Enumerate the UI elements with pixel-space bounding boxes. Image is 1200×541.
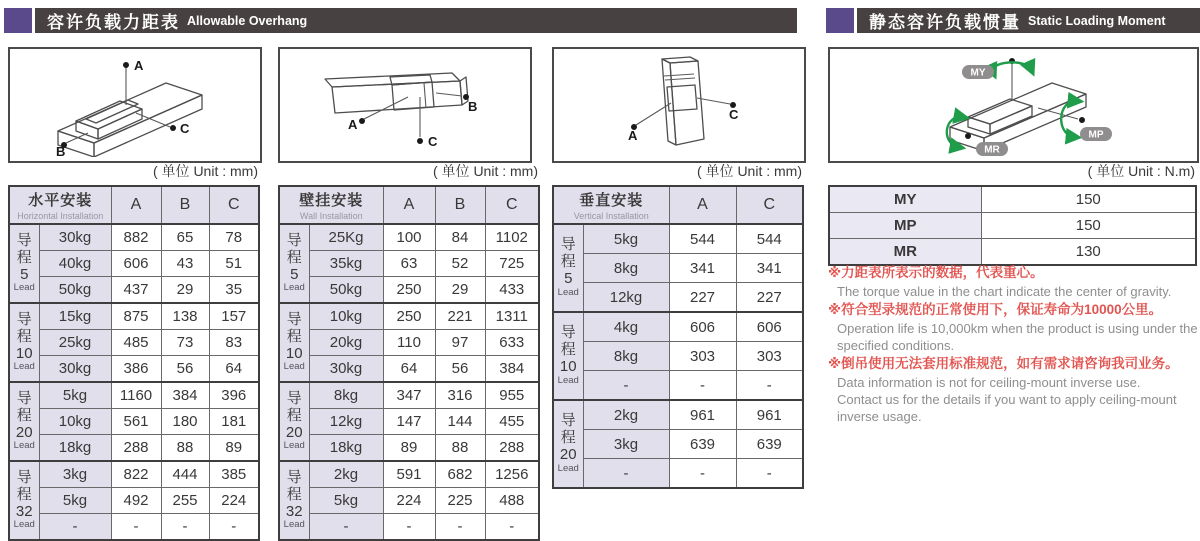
load-cell: 2kg bbox=[309, 461, 383, 488]
table-row bbox=[279, 277, 539, 304]
lead-line: 10 bbox=[15, 344, 33, 362]
lead-line: 20 bbox=[559, 446, 577, 464]
value-cell: 961 bbox=[736, 400, 803, 430]
value-cell: 84 bbox=[435, 224, 485, 251]
value-cell: 682 bbox=[435, 461, 485, 488]
moment-axes-drawing bbox=[830, 49, 1193, 157]
load-cell: 25Kg bbox=[309, 224, 383, 251]
note-en: Contact us for the details if you want to apply ceiling-mount inverse usage. bbox=[837, 392, 1177, 425]
value-cell: 65 bbox=[161, 224, 209, 251]
footnotes bbox=[828, 263, 1200, 426]
value-cell: 386 bbox=[111, 356, 161, 383]
point-c-dot bbox=[170, 125, 176, 131]
value-cell: 492 bbox=[111, 488, 161, 514]
table-row bbox=[279, 251, 539, 277]
table-row bbox=[9, 461, 259, 488]
lead-line: 导 bbox=[286, 231, 302, 249]
lead-line: 20 bbox=[285, 423, 303, 441]
installation-title-zh: 垂直安装 bbox=[579, 192, 644, 209]
table-row bbox=[553, 430, 803, 459]
value-cell: 225 bbox=[435, 488, 485, 514]
lead-en-label: Lead bbox=[283, 282, 305, 294]
note-zh: ※力距表所表示的数据，代表重心。 bbox=[828, 265, 1044, 280]
lead-line: 导 bbox=[16, 310, 32, 328]
value-cell: 56 bbox=[161, 356, 209, 383]
value-cell: - bbox=[669, 459, 736, 489]
load-cell: 5kg bbox=[583, 224, 669, 254]
value-cell: 437 bbox=[111, 277, 161, 304]
load-cell: 35kg bbox=[309, 251, 383, 277]
value-cell: 882 bbox=[111, 224, 161, 251]
value-cell: 43 bbox=[161, 251, 209, 277]
value-cell: 606 bbox=[736, 312, 803, 342]
table-row bbox=[9, 435, 259, 462]
value-cell: 138 bbox=[161, 303, 209, 330]
column-header-a: A bbox=[669, 186, 736, 224]
point-b-label: B bbox=[468, 99, 478, 114]
overhang-title-en: Allowable Overhang bbox=[187, 13, 308, 28]
note-zh: ※倒吊使用无法套用标准规范，如有需求请咨询我司业务。 bbox=[828, 356, 1179, 372]
lead-en-label: Lead bbox=[13, 282, 35, 294]
column-header-c: C bbox=[736, 186, 803, 224]
wall-installation-table bbox=[278, 185, 540, 541]
lead-line: 20 bbox=[15, 423, 33, 441]
lead-line: 程 bbox=[16, 327, 32, 345]
value-cell: - bbox=[669, 371, 736, 401]
value-cell: 288 bbox=[485, 435, 539, 462]
value-cell: 147 bbox=[383, 409, 435, 435]
installation-title-zh: 壁挂安装 bbox=[299, 192, 364, 209]
value-cell: 955 bbox=[485, 382, 539, 409]
value-cell: 316 bbox=[435, 382, 485, 409]
overhang-title-zh: 容许负载力距表 bbox=[47, 13, 180, 32]
moment-value: 150 bbox=[981, 213, 1196, 239]
lead-line: 程 bbox=[286, 485, 302, 503]
lead-line: 导 bbox=[286, 468, 302, 486]
lead-en-label: Lead bbox=[557, 374, 579, 386]
load-cell: 5kg bbox=[309, 488, 383, 514]
lead-line: 导 bbox=[560, 236, 576, 254]
static-moment-table bbox=[828, 185, 1197, 266]
point-a-label: A bbox=[628, 128, 638, 143]
actuator-vertical-drawing bbox=[554, 49, 800, 157]
lead-en-label: Lead bbox=[13, 361, 35, 373]
static-moment-diagram bbox=[828, 47, 1199, 163]
column-header-b: B bbox=[161, 186, 209, 224]
value-cell: 35 bbox=[209, 277, 259, 304]
lead-en-label: Lead bbox=[283, 519, 305, 531]
lead-line: 程 bbox=[16, 485, 32, 503]
lead-group-cell bbox=[279, 303, 309, 382]
value-cell: - bbox=[111, 514, 161, 541]
moment-row bbox=[829, 213, 1196, 239]
value-cell: 221 bbox=[435, 303, 485, 330]
lead-line: 10 bbox=[559, 358, 577, 376]
installation-title-en: Horizontal Installation bbox=[17, 211, 104, 221]
lead-group-cell bbox=[9, 461, 39, 540]
lead-en-label: Lead bbox=[13, 519, 35, 531]
installation-title-en: Vertical Installation bbox=[573, 211, 649, 221]
lead-line: 程 bbox=[560, 341, 576, 359]
value-cell: 89 bbox=[209, 435, 259, 462]
load-cell: 18kg bbox=[309, 435, 383, 462]
value-cell: 433 bbox=[485, 277, 539, 304]
horizontal-installation-table bbox=[8, 185, 260, 541]
load-cell: 5kg bbox=[39, 382, 111, 409]
value-cell: 78 bbox=[209, 224, 259, 251]
my-badge-label: MY bbox=[970, 67, 986, 79]
table-row bbox=[279, 224, 539, 251]
value-cell: 1256 bbox=[485, 461, 539, 488]
value-cell: 144 bbox=[435, 409, 485, 435]
lead-line: 32 bbox=[285, 502, 303, 520]
vertical-installation-diagram bbox=[552, 47, 806, 163]
value-cell: 250 bbox=[383, 303, 435, 330]
value-cell: 341 bbox=[669, 254, 736, 283]
point-b-label: B bbox=[56, 144, 66, 157]
unit-label-mm: ( 单位 Unit : mm) bbox=[153, 163, 258, 179]
value-cell: 224 bbox=[209, 488, 259, 514]
column-header-a: A bbox=[383, 186, 435, 224]
value-cell: 639 bbox=[736, 430, 803, 459]
note-en: The torque value in the chart indicate the center of gravity. bbox=[837, 283, 1172, 299]
column-header-c: C bbox=[209, 186, 259, 224]
value-cell: 97 bbox=[435, 330, 485, 356]
lead-line: 5 bbox=[564, 270, 573, 288]
lead-en-label: Lead bbox=[557, 462, 579, 474]
lead-group-cell bbox=[9, 303, 39, 382]
moment-title-zh: 静态容许负载惯量 bbox=[869, 13, 1021, 32]
installation-header bbox=[9, 186, 111, 224]
value-cell: - bbox=[736, 459, 803, 489]
load-cell: 10kg bbox=[309, 303, 383, 330]
lead-line: 10 bbox=[285, 344, 303, 362]
lead-line: 程 bbox=[16, 406, 32, 424]
value-cell: 444 bbox=[161, 461, 209, 488]
lead-line: 导 bbox=[16, 468, 32, 486]
load-cell: 12kg bbox=[583, 283, 669, 313]
value-cell: 606 bbox=[111, 251, 161, 277]
lead-en-label: Lead bbox=[283, 440, 305, 452]
value-cell: 73 bbox=[161, 330, 209, 356]
moment-row bbox=[829, 239, 1196, 266]
moment-title-en: Static Loading Moment bbox=[1028, 13, 1166, 28]
value-cell: 224 bbox=[383, 488, 435, 514]
value-cell: 88 bbox=[435, 435, 485, 462]
lead-en-label: Lead bbox=[13, 440, 35, 452]
value-cell: 157 bbox=[209, 303, 259, 330]
value-cell: 110 bbox=[383, 330, 435, 356]
value-cell: - bbox=[161, 514, 209, 541]
lead-line: 导 bbox=[286, 389, 302, 407]
table-row bbox=[553, 459, 803, 489]
unit-label-mm: ( 单位 Unit : mm) bbox=[433, 163, 538, 179]
load-cell: 8kg bbox=[583, 342, 669, 371]
load-cell: 30kg bbox=[309, 356, 383, 383]
lead-line: 32 bbox=[15, 502, 33, 520]
mp-rotation-arrow bbox=[1061, 101, 1076, 137]
point-c-label: C bbox=[729, 107, 739, 122]
moment-label: MP bbox=[829, 213, 981, 239]
point-c-label: C bbox=[180, 121, 190, 136]
note-en: Operation life is 10,000km when the product is using under the specified conditions. bbox=[837, 320, 1198, 354]
value-cell: 385 bbox=[209, 461, 259, 488]
lead-line: 导 bbox=[16, 231, 32, 249]
point-a-dot bbox=[359, 118, 365, 124]
value-cell: 64 bbox=[383, 356, 435, 383]
table-row bbox=[9, 514, 259, 541]
load-cell: 18kg bbox=[39, 435, 111, 462]
load-cell: 40kg bbox=[39, 251, 111, 277]
lead-line: 5 bbox=[290, 265, 299, 283]
table-row bbox=[553, 400, 803, 430]
value-cell: 384 bbox=[161, 382, 209, 409]
value-cell: 1160 bbox=[111, 382, 161, 409]
value-cell: 1102 bbox=[485, 224, 539, 251]
table-row bbox=[9, 251, 259, 277]
value-cell: 51 bbox=[209, 251, 259, 277]
moment-value: 150 bbox=[981, 186, 1196, 213]
value-cell: 29 bbox=[435, 277, 485, 304]
value-cell: 56 bbox=[435, 356, 485, 383]
vertical-installation-table bbox=[552, 185, 804, 489]
value-cell: 255 bbox=[161, 488, 209, 514]
lead-line: 导 bbox=[16, 389, 32, 407]
column-header-a: A bbox=[111, 186, 161, 224]
lead-line: 导 bbox=[560, 412, 576, 430]
value-cell: 488 bbox=[485, 488, 539, 514]
load-cell: - bbox=[39, 514, 111, 541]
value-cell: - bbox=[736, 371, 803, 401]
value-cell: 288 bbox=[111, 435, 161, 462]
load-cell: 12kg bbox=[309, 409, 383, 435]
value-cell: 341 bbox=[736, 254, 803, 283]
table-row bbox=[553, 224, 803, 254]
load-cell: 15kg bbox=[39, 303, 111, 330]
load-cell: 5kg bbox=[39, 488, 111, 514]
load-cell: 20kg bbox=[309, 330, 383, 356]
lead-line: 程 bbox=[16, 248, 32, 266]
table-row bbox=[553, 342, 803, 371]
table-row bbox=[9, 409, 259, 435]
table-row bbox=[9, 382, 259, 409]
actuator-side-drawing bbox=[280, 49, 526, 157]
table-row bbox=[553, 371, 803, 401]
value-cell: 561 bbox=[111, 409, 161, 435]
note-en: Data information is not for ceiling-mount inverse use. bbox=[837, 375, 1141, 391]
table-row bbox=[9, 330, 259, 356]
value-cell: 961 bbox=[669, 400, 736, 430]
value-cell: 396 bbox=[209, 382, 259, 409]
lead-line: 程 bbox=[286, 248, 302, 266]
moment-label: MR bbox=[829, 239, 981, 266]
point-a-dot bbox=[123, 62, 129, 68]
load-cell: 2kg bbox=[583, 400, 669, 430]
table-row bbox=[279, 435, 539, 462]
lead-en-label: Lead bbox=[283, 361, 305, 373]
value-cell: 822 bbox=[111, 461, 161, 488]
installation-title-en: Wall Installation bbox=[299, 211, 363, 221]
value-cell: 633 bbox=[485, 330, 539, 356]
lead-line: 导 bbox=[286, 310, 302, 328]
load-cell: 25kg bbox=[39, 330, 111, 356]
load-cell: 30kg bbox=[39, 356, 111, 383]
value-cell: 384 bbox=[485, 356, 539, 383]
point-c-dot bbox=[417, 138, 423, 144]
point-c-label: C bbox=[428, 134, 438, 149]
lead-line: 程 bbox=[560, 253, 576, 271]
installation-header bbox=[553, 186, 669, 224]
load-cell: 50kg bbox=[309, 277, 383, 304]
value-cell: 227 bbox=[736, 283, 803, 313]
column-header-b: B bbox=[435, 186, 485, 224]
header-row bbox=[279, 186, 539, 224]
value-cell: 455 bbox=[485, 409, 539, 435]
value-cell: 63 bbox=[383, 251, 435, 277]
value-cell: 639 bbox=[669, 430, 736, 459]
value-cell: 100 bbox=[383, 224, 435, 251]
horizontal-installation-diagram bbox=[8, 47, 262, 163]
value-cell: 250 bbox=[383, 277, 435, 304]
moment-row bbox=[829, 186, 1196, 213]
mp-badge-label: MP bbox=[1088, 129, 1104, 141]
lead-group-cell bbox=[279, 224, 309, 303]
lead-group-cell bbox=[279, 382, 309, 461]
table-row bbox=[9, 356, 259, 383]
load-cell: 4kg bbox=[583, 312, 669, 342]
table-row bbox=[9, 224, 259, 251]
load-cell: 30kg bbox=[39, 224, 111, 251]
load-cell: 8kg bbox=[309, 382, 383, 409]
header-row bbox=[9, 186, 259, 224]
table-row bbox=[9, 303, 259, 330]
value-cell: 347 bbox=[383, 382, 435, 409]
overhang-section-title-bar bbox=[4, 8, 797, 33]
load-cell: - bbox=[309, 514, 383, 541]
lead-en-label: Lead bbox=[557, 286, 579, 298]
moment-label: MY bbox=[829, 186, 981, 213]
purple-accent-chip bbox=[826, 8, 857, 33]
wall-installation-diagram bbox=[278, 47, 532, 163]
load-cell: - bbox=[583, 459, 669, 489]
table-row bbox=[279, 382, 539, 409]
table-row bbox=[279, 514, 539, 541]
value-cell: - bbox=[209, 514, 259, 541]
value-cell: - bbox=[383, 514, 435, 541]
purple-accent-chip bbox=[4, 8, 35, 33]
load-cell: 3kg bbox=[39, 461, 111, 488]
lead-line: 程 bbox=[286, 406, 302, 424]
value-cell: - bbox=[435, 514, 485, 541]
lead-line: 程 bbox=[560, 429, 576, 447]
table-row bbox=[9, 277, 259, 304]
table-row bbox=[279, 303, 539, 330]
value-cell: 591 bbox=[383, 461, 435, 488]
value-cell: 83 bbox=[209, 330, 259, 356]
value-cell: 303 bbox=[669, 342, 736, 371]
lead-group-cell bbox=[279, 461, 309, 540]
table-row bbox=[279, 356, 539, 383]
lead-group-cell bbox=[9, 224, 39, 303]
lead-group-cell bbox=[553, 224, 583, 312]
installation-header bbox=[279, 186, 383, 224]
point-a-label: A bbox=[348, 117, 358, 132]
value-cell: 485 bbox=[111, 330, 161, 356]
load-cell: 10kg bbox=[39, 409, 111, 435]
mr-axis-dot bbox=[965, 133, 971, 139]
value-cell: 88 bbox=[161, 435, 209, 462]
value-cell: 544 bbox=[669, 224, 736, 254]
column-header-c: C bbox=[485, 186, 539, 224]
unit-label-nm: ( 单位 Unit : N.m) bbox=[1087, 163, 1195, 179]
value-cell: 875 bbox=[111, 303, 161, 330]
lead-line: 程 bbox=[286, 327, 302, 345]
value-cell: 1311 bbox=[485, 303, 539, 330]
table-row bbox=[553, 283, 803, 313]
load-cell: 3kg bbox=[583, 430, 669, 459]
load-cell: 8kg bbox=[583, 254, 669, 283]
table-row bbox=[279, 488, 539, 514]
value-cell: 52 bbox=[435, 251, 485, 277]
value-cell: - bbox=[485, 514, 539, 541]
note-zh: ※符合型录规范的正常使用下，保证寿命为10000公里。 bbox=[828, 302, 1163, 318]
load-cell: - bbox=[583, 371, 669, 401]
lead-group-cell bbox=[553, 312, 583, 400]
table-row bbox=[9, 488, 259, 514]
value-cell: 64 bbox=[209, 356, 259, 383]
lead-group-cell bbox=[9, 382, 39, 461]
table-row bbox=[279, 330, 539, 356]
table-row bbox=[553, 312, 803, 342]
load-cell: 50kg bbox=[39, 277, 111, 304]
value-cell: 303 bbox=[736, 342, 803, 371]
value-cell: 180 bbox=[161, 409, 209, 435]
header-row bbox=[553, 186, 803, 224]
value-cell: 89 bbox=[383, 435, 435, 462]
value-cell: 29 bbox=[161, 277, 209, 304]
unit-label-mm: ( 单位 Unit : mm) bbox=[697, 163, 802, 179]
value-cell: 544 bbox=[736, 224, 803, 254]
value-cell: 227 bbox=[669, 283, 736, 313]
table-row bbox=[279, 409, 539, 435]
mp-axis-dot bbox=[1079, 117, 1085, 123]
moment-section-title-bar bbox=[826, 8, 1200, 33]
point-a-label: A bbox=[134, 58, 144, 73]
value-cell: 606 bbox=[669, 312, 736, 342]
lead-line: 导 bbox=[560, 324, 576, 342]
table-row bbox=[279, 461, 539, 488]
installation-title-zh: 水平安装 bbox=[28, 192, 93, 209]
value-cell: 725 bbox=[485, 251, 539, 277]
lead-group-cell bbox=[553, 400, 583, 488]
mr-badge-label: MR bbox=[984, 144, 1000, 156]
table-row bbox=[553, 254, 803, 283]
value-cell: 181 bbox=[209, 409, 259, 435]
lead-line: 5 bbox=[20, 265, 29, 283]
moment-value: 130 bbox=[981, 239, 1196, 266]
actuator-isometric-drawing bbox=[10, 49, 256, 157]
